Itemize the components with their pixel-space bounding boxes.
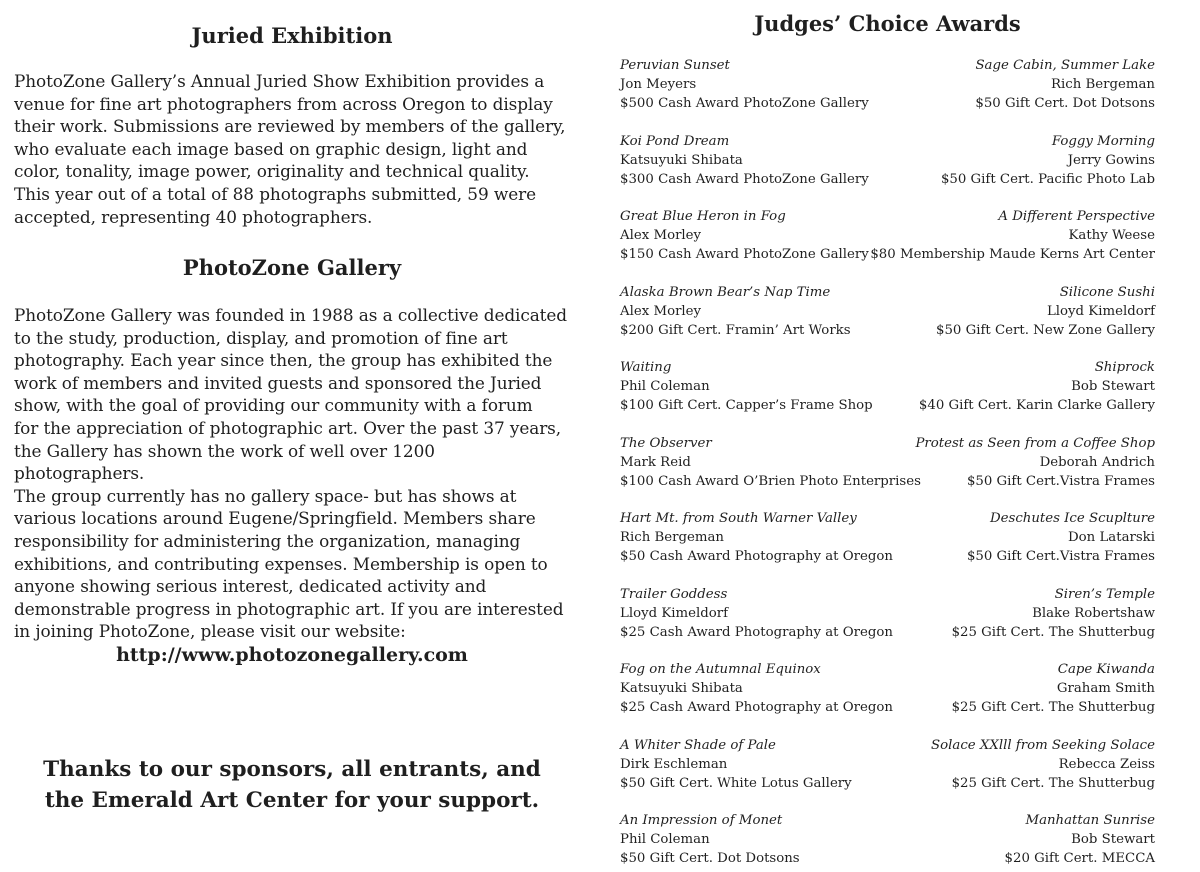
text-line: their work. Submissions are reviewed by members of the gallery, xyxy=(14,116,566,137)
photographer-name: Alex Morley xyxy=(620,228,702,243)
award-prize: $50 Gift Cert. Pacific Photo Lab xyxy=(940,171,1155,187)
photozone-gallery-heading: PhotoZone Gallery xyxy=(182,255,402,280)
judges-choice-heading: Judges’ Choice Awards xyxy=(754,11,1021,36)
photographer-name: Rich Bergeman xyxy=(1051,77,1155,92)
award-row xyxy=(620,207,1155,267)
photo-title: Sage Cabin, Summer Lake xyxy=(975,58,1155,73)
photo-title: Hart Mt. from South Warner Valley xyxy=(620,511,857,526)
award-entry xyxy=(855,56,1155,113)
photo-title: Silicone Sushi xyxy=(1059,284,1155,300)
photo-title: Waiting xyxy=(620,360,672,375)
award-entry xyxy=(855,358,1155,415)
photographer-name: Bob Stewart xyxy=(1071,832,1155,847)
photographer-name: Don Latarski xyxy=(1068,530,1155,545)
text-line: PhotoZone Gallery was founded in 1988 as a collective dedicated xyxy=(14,305,567,325)
text-line: work of members and invited guests and sponsored the Juried xyxy=(14,372,542,393)
award-prize: $200 Gift Cert. Framin’ Art Works xyxy=(620,322,851,338)
photo-title: The Observer xyxy=(620,435,712,451)
award-entry xyxy=(855,585,1155,642)
text-line: exhibitions, and contributing expenses. Membership is open to xyxy=(14,553,548,574)
text-line: in joining PhotoZone, please visit our website: xyxy=(14,621,406,642)
award-row xyxy=(620,509,1155,569)
photographer-name: Deborah Andrich xyxy=(1039,454,1155,470)
award-prize: $25 Gift Cert. The Shutterbug xyxy=(951,775,1155,791)
award-prize: $25 Cash Award Photography at Oregon xyxy=(620,624,893,640)
photo-title: Manhattan Sunrise xyxy=(1025,813,1155,828)
award-prize: $25 Gift Cert. The Shutterbug xyxy=(951,700,1155,715)
award-prize: $40 Gift Cert. Karin Clarke Gallery xyxy=(918,398,1155,413)
award-prize: $500 Cash Award PhotoZone Gallery xyxy=(620,96,869,111)
award-entry xyxy=(855,207,1155,264)
photo-title: Protest as Seen from a Coffee Shop xyxy=(915,435,1155,451)
photo-title: Fog on the Autumnal Equinox xyxy=(620,662,821,677)
photographer-name: Lloyd Kimeldorf xyxy=(620,605,729,621)
award-entry xyxy=(855,132,1155,189)
photographer-name: Blake Robertshaw xyxy=(1032,605,1155,621)
photographer-name: Bob Stewart xyxy=(1071,379,1155,394)
award-row xyxy=(620,283,1155,343)
photo-title: Trailer Goddess xyxy=(620,586,728,602)
text-line: responsibility for administering the organization, managing xyxy=(14,530,521,551)
juried-exhibition-heading: Juried Exhibition xyxy=(191,23,393,48)
text-line: accepted, representing 40 photographers. xyxy=(14,206,373,227)
award-prize: $50 Gift Cert. White Lotus Gallery xyxy=(620,775,852,791)
award-row xyxy=(620,132,1155,192)
award-row xyxy=(620,585,1155,645)
photo-title: A Different Perspective xyxy=(998,209,1155,224)
photographer-name: Alex Morley xyxy=(620,303,702,319)
award-entry xyxy=(855,660,1155,717)
photo-title: Solace XXlll from Seeking Solace xyxy=(931,737,1155,753)
juried-exhibition-text xyxy=(14,70,570,228)
award-row xyxy=(620,660,1155,720)
photographer-name: Dirk Eschleman xyxy=(620,756,728,772)
text-line: various locations around Eugene/Springfield. Members share xyxy=(14,508,536,529)
text-line: venue for fine art photographers from across Oregon to display xyxy=(14,93,553,114)
award-prize: $80 Membership Maude Kerns Art Center xyxy=(870,247,1155,262)
text-line: the Gallery has shown the work of well over 1200 photographers. xyxy=(14,440,435,484)
text-line: who evaluate each image based on graphic design, light and xyxy=(14,138,528,159)
photo-title: Koi Pond Dream xyxy=(620,133,730,149)
award-prize: $50 Gift Cert. Dot Dotsons xyxy=(975,96,1155,111)
award-entry xyxy=(855,811,1155,868)
text-line: color, tonality, image power, originality and technical quality. xyxy=(14,161,530,182)
award-entry xyxy=(855,434,1155,491)
award-row xyxy=(620,811,1155,871)
photographer-name: Katsuyuki Shibata xyxy=(620,681,743,696)
photographer-name: Phil Coleman xyxy=(620,379,710,394)
text-line: show, with the goal of providing our community with a forum xyxy=(14,395,533,416)
photo-title: Cape Kiwanda xyxy=(1057,662,1155,677)
photographer-name: Jerry Gowins xyxy=(1067,152,1155,168)
award-prize: $300 Cash Award PhotoZone Gallery xyxy=(620,171,869,187)
photozone-gallery-text xyxy=(14,304,570,643)
award-prize: $25 Gift Cert. The Shutterbug xyxy=(951,624,1155,640)
photographer-name: Graham Smith xyxy=(1056,681,1155,696)
award-prize: $150 Cash Award PhotoZone Gallery xyxy=(620,247,869,262)
award-row xyxy=(620,434,1155,494)
photo-title: Siren’s Temple xyxy=(1054,586,1155,602)
text-line: This year out of a total of 88 photographs submitted, 59 were xyxy=(14,183,536,204)
award-prize: $50 Gift Cert. New Zone Gallery xyxy=(936,322,1155,338)
website-url: http://www.photozonegallery.com xyxy=(116,644,468,666)
photo-title: Shiprock xyxy=(1094,360,1155,375)
award-entry xyxy=(855,283,1155,340)
award-prize: $20 Gift Cert. MECCA xyxy=(1004,851,1155,866)
award-prize: $50 Gift Cert. Dot Dotsons xyxy=(620,851,800,866)
thanks-line-1: Thanks to our sponsors, all entrants, and xyxy=(43,757,541,782)
photographer-name: Lloyd Kimeldorf xyxy=(1046,303,1155,319)
text-line: anyone showing serious interest, dedicated activity and xyxy=(14,576,487,597)
award-prize: $50 Gift Cert.Vistra Frames xyxy=(966,473,1155,489)
award-entry xyxy=(855,736,1155,793)
award-row xyxy=(620,56,1155,116)
photo-title: An Impression of Monet xyxy=(620,813,783,828)
photographer-name: Kathy Weese xyxy=(1068,228,1155,243)
award-prize: $50 Cash Award Photography at Oregon xyxy=(620,549,893,564)
text-line: to the study, production, display, and promotion of fine art xyxy=(14,327,508,348)
thanks-line-2: the Emerald Art Center for your support. xyxy=(44,788,540,813)
text-line: for the appreciation of photographic art. Over the past 37 years, xyxy=(14,417,561,438)
award-prize: $50 Gift Cert.Vistra Frames xyxy=(966,549,1155,564)
photographer-name: Rich Bergeman xyxy=(620,530,724,545)
thanks-message xyxy=(14,754,570,816)
photographer-name: Katsuyuki Shibata xyxy=(620,152,743,168)
text-line: demonstrable progress in photographic art. If you are interested xyxy=(14,598,564,619)
photo-title: Deschutes Ice Scuplture xyxy=(989,511,1155,526)
award-row xyxy=(620,358,1155,418)
award-entry xyxy=(855,509,1155,566)
award-row xyxy=(620,736,1155,796)
photo-title: Great Blue Heron in Fog xyxy=(620,209,786,224)
text-line: PhotoZone Gallery’s Annual Juried Show Exhibition provides a xyxy=(14,71,545,91)
photographer-name: Rebecca Zeiss xyxy=(1058,756,1155,772)
photo-title: Alaska Brown Bear’s Nap Time xyxy=(620,284,831,300)
text-line: The group currently has no gallery space- but has shows at xyxy=(14,485,517,506)
photo-title: Peruvian Sunset xyxy=(620,58,730,73)
photographer-name: Phil Coleman xyxy=(620,832,710,847)
photographer-name: Mark Reid xyxy=(620,454,691,470)
photo-title: A Whiter Shade of Pale xyxy=(620,737,776,753)
text-line: photography. Each year since then, the group has exhibited the xyxy=(14,350,553,371)
award-prize: $25 Cash Award Photography at Oregon xyxy=(620,700,893,715)
award-prize: $100 Gift Cert. Capper’s Frame Shop xyxy=(620,398,873,413)
photo-title: Foggy Morning xyxy=(1051,133,1155,149)
award-prize: $100 Cash Award O’Brien Photo Enterprises xyxy=(620,473,921,489)
photographer-name: Jon Meyers xyxy=(620,77,697,92)
